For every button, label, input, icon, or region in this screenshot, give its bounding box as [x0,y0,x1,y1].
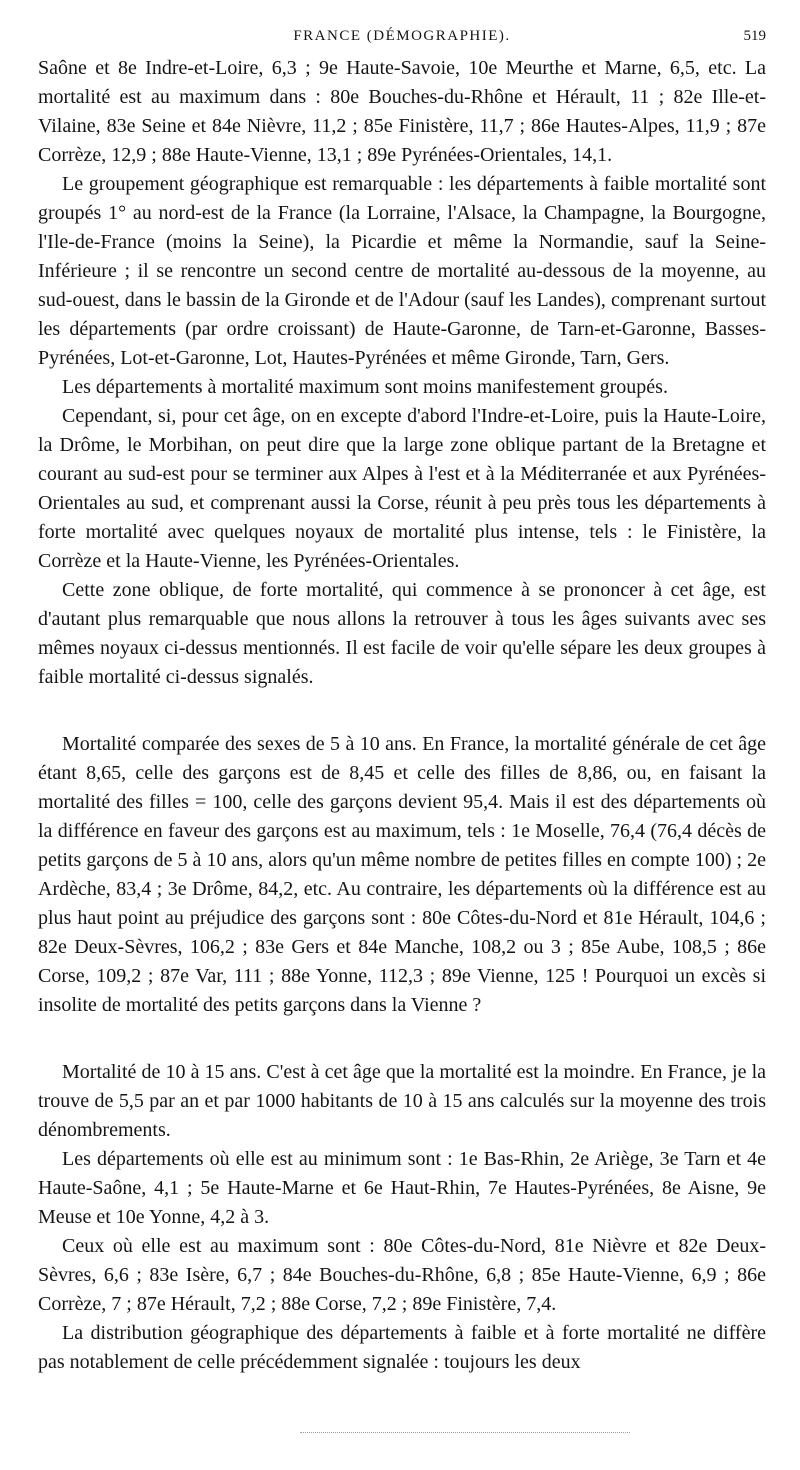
paragraph-maximum-mortality: Les départements à mortalité maximum sont moins manifestement groupés. [62,376,668,398]
paragraph-mortality-10-15: Mortalité de 10 à 15 ans. C'est à cet âge que la mortalité est la moindre. En France, je la trouve de 5,5 par an et par 1000 habitants de 10 à 15 ans calculés sur la moyenne des trois dénombrements. [38,1061,766,1141]
running-head: FRANCE (DÉMOGRAPHIE). [293,28,511,44]
document-page [38,28,766,1377]
page-number: 519 [743,28,766,44]
paragraph-geographic-distribution: La distribution géographique des départements à faible et à forte mortalité ne diffère pas notablement de celle précédemment signalée : toujours les deux [38,1322,766,1373]
paragraph-maximum-departments: Ceux où elle est au maximum sont : 80e Côtes-du-Nord, 81e Nièvre et 82e Deux-Sèvres, 6,6 ; 83e Isère, 6,7 ; 84e Bouches-du-Rhône, 6,8 ; 85e Haute-Vienne, 6,9 ; 86e Corrèze, 7 ; 87e Hérault, 7,2 ; 88e Corse, 7,2 ; 89e Finistère, 7,4. [38,1235,766,1315]
paragraph-minimum-departments: Les départements où elle est au minimum sont : 1e Bas-Rhin, 2e Ariège, 3e Tarn et 4e Haute-Saône, 4,1 ; 5e Haute-Marne et 6e Haut-Rhin, 7e Hautes-Pyrénées, 8e Aisne, 9e Meuse et 10e Yonne, 4,2 à 3. [38,1148,766,1228]
body-text [38,54,766,1377]
bottom-dotted-rule [300,1432,630,1433]
paragraph-continuation: Saône et 8e Indre-et-Loire, 6,3 ; 9e Haute-Savoie, 10e Meurthe et Marne, 6,5, etc. La mortalité est au maximum dans : 80e Bouches-du-Rhône et Hérault, 11 ; 82e Ille-et-Vilaine, 83e Seine et 84e Nièvre, 11,2 ; 85e Finistère, 11,7 ; 86e Hautes-Alpes, 11,9 ; 87e Corrèze, 12,9 ; 88e Haute-Vienne, 13,1 ; 89e Pyrénées-Orientales, 14,1. [38,57,766,166]
paragraph-sex-comparison: Mortalité comparée des sexes de 5 à 10 ans. En France, la mortalité générale de cet âge étant 8,65, celle des garçons est de 8,45 et celle des filles de 8,86, ou, en faisant la mortalité des filles = 100, celle des garçons devient 95,4. Mais il est des départements où la différence en faveur des garçons est au maximum, tels : 1e Moselle, 76,4 (76,4 décès de petits garçons de 5 à 10 ans, alors qu'un même nombre de petites filles en compte 100) ; 2e Ardèche, 83,4 ; 3e Drôme, 84,2, etc. Au contraire, les départements où la différence est au plus haut point au préjudice des garçons sont : 80e Côtes-du-Nord et 81e Hérault, 104,6 ; 82e Deux-Sèvres, 106,2 ; 83e Gers et 84e Manche, 108,2 ou 3 ; 85e Aube, 108,5 ; 86e Corse, 109,2 ; 87e Var, 111 ; 88e Yonne, 112,3 ; 89e Vienne, 125 ! Pourquoi un excès si insolite de mortalité des petits garçons dans la Vienne ? [38,733,766,1016]
paragraph-high-mortality-zone: Cette zone oblique, de forte mortalité, qui commence à se prononcer à cet âge, est d'autant plus remarquable que nous allons la retrouver à tous les âges suivants avec ses mêmes noyaux ci-dessus mentionnés. Il est facile de voir qu'elle sépare les deux groupes à faible mortalité ci-dessus signalés. [38,579,766,688]
paragraph-geographic-grouping: Le groupement géographique est remarquable : les départements à faible mortalité sont groupés 1° au nord-est de la France (la Lorraine, l'Alsace, la Champagne, la Bourgogne, l'Ile-de-France (moins la Seine), la Picardie et même la Normandie, sauf la Seine-Inférieure ; il se rencontre un second centre de mortalité au-dessous de la moyenne, au sud-ouest, dans le bassin de la Gironde et de l'Adour (sauf les Landes), comprenant surtout les départements (par ordre croissant) de Haute-Garonne, de Tarn-et-Garonne, Basses-Pyrénées, Lot-et-Garonne, Lot, Hautes-Pyrénées et même Gironde, Tarn, Gers. [38,173,766,369]
page-header [38,28,766,54]
paragraph-oblique-zone: Cependant, si, pour cet âge, on en excepte d'abord l'Indre-et-Loire, puis la Haute-Loire, la Drôme, le Morbihan, on peut dire que la large zone oblique partant de la Bretagne et courant au sud-est pour se terminer aux Alpes à l'est et à la Méditerranée et aux Pyrénées-Orientales au sud, et comprenant aussi la Corse, réunit à peu près tous les départements à forte mortalité avec quelques noyaux de mortalité plus intense, tels : le Finistère, la Corrèze et la Haute-Vienne, les Pyrénées-Orientales. [38,405,766,572]
